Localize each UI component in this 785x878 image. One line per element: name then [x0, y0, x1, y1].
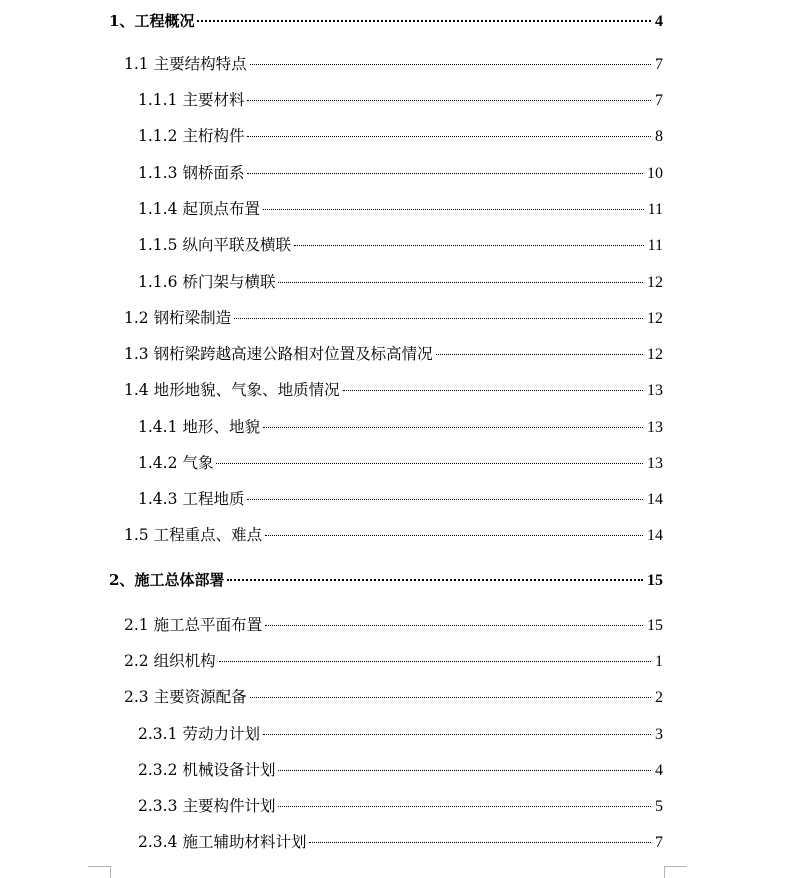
- toc-entry-title: 起顶点布置: [182, 200, 260, 218]
- toc-dot-leader: [263, 734, 651, 735]
- toc-entry[interactable]: [138, 125, 663, 148]
- toc-entry-title: 工程概况: [134, 12, 195, 30]
- toc-page-number: 1: [655, 653, 663, 670]
- toc-entry-number: 1、: [109, 12, 135, 30]
- toc-dot-leader: [234, 318, 643, 319]
- toc-dot-leader: [265, 625, 643, 626]
- toc-entry[interactable]: [138, 759, 663, 782]
- toc-entry-title: 工程重点、难点: [153, 526, 263, 544]
- toc-entry-title: 组织机构: [153, 652, 216, 670]
- toc-entry[interactable]: [138, 89, 663, 112]
- toc-entry-title: 钢桥面系: [182, 164, 245, 182]
- toc-entry-title: 主要材料: [182, 91, 245, 109]
- toc-dot-leader: [247, 136, 651, 137]
- toc-page-number: 12: [647, 274, 663, 291]
- toc-page-number: 12: [647, 346, 663, 363]
- toc-dot-leader: [278, 806, 651, 807]
- toc-entry[interactable]: [138, 162, 663, 185]
- toc-page-number: 5: [655, 798, 663, 815]
- toc-entry-number: 1.1.5: [138, 236, 178, 254]
- toc-entry-title: 主桁构件: [182, 127, 245, 145]
- toc-page-number: 13: [647, 419, 663, 436]
- toc-entry-number: 2.3.1: [138, 725, 178, 743]
- toc-entry-number: 2.3.2: [138, 761, 178, 779]
- toc-entry[interactable]: [109, 569, 663, 592]
- toc-entry[interactable]: [138, 795, 663, 818]
- toc-dot-leader: [278, 770, 651, 771]
- toc-dot-leader: [250, 697, 651, 698]
- toc-entry[interactable]: [138, 416, 663, 439]
- toc-page-number: 13: [647, 455, 663, 472]
- toc-entry-title: 气象: [182, 454, 214, 472]
- toc-entry-number: 1.1.3: [138, 164, 178, 182]
- toc-entry-title: 施工总体部署: [134, 571, 225, 589]
- toc-entry[interactable]: [138, 271, 663, 294]
- toc-entry-number: 1.2: [124, 309, 149, 327]
- toc-entry-number: 2.1: [124, 616, 149, 634]
- toc-dot-leader: [343, 390, 643, 391]
- toc-page-number: 15: [647, 617, 663, 634]
- toc-entry[interactable]: [138, 488, 663, 511]
- toc-page-number: 10: [647, 165, 663, 182]
- toc-entry-title: 主要构件计划: [182, 797, 276, 815]
- toc-entry-title: 地形地貌、气象、地质情况: [153, 381, 340, 399]
- toc-entry[interactable]: [138, 234, 663, 257]
- toc-page-number: 11: [647, 237, 663, 254]
- toc-entry-title: 主要资源配备: [153, 688, 247, 706]
- toc-entry[interactable]: [124, 307, 663, 330]
- toc-dot-leader: [263, 427, 643, 428]
- toc-page-number: 13: [647, 382, 663, 399]
- toc-entry-number: 2.2: [124, 652, 149, 670]
- toc-dot-leader: [250, 64, 651, 65]
- toc-page-number: 14: [647, 491, 663, 508]
- toc-page-number: 12: [647, 310, 663, 327]
- toc-dot-leader: [247, 499, 643, 500]
- toc-entry-number: 1.1: [124, 55, 149, 73]
- toc-entry[interactable]: [124, 614, 663, 637]
- page-corner-mark-left: [88, 866, 111, 878]
- toc-entry-number: 2.3.4: [138, 833, 178, 851]
- toc-entry[interactable]: [138, 452, 663, 475]
- toc-entry-number: 1.1.4: [138, 200, 178, 218]
- toc-entry-title: 施工辅助材料计划: [182, 833, 307, 851]
- toc-dot-leader: [197, 20, 651, 22]
- toc-entry-title: 地形、地貌: [182, 418, 260, 436]
- toc-entry-number: 1.5: [124, 526, 149, 544]
- toc-entry-number: 1.4.1: [138, 418, 178, 436]
- toc-entry-title: 桥门架与横联: [182, 273, 276, 291]
- toc-entry[interactable]: [138, 198, 663, 221]
- toc-entry[interactable]: [124, 686, 663, 709]
- toc-entry-number: 2.3.3: [138, 797, 178, 815]
- toc-page-number: 2: [655, 689, 663, 706]
- toc-page-number: 7: [655, 56, 663, 73]
- toc-entry-number: 1.4.3: [138, 490, 178, 508]
- toc-page-number: 11: [647, 201, 663, 218]
- toc-page-number: 7: [655, 92, 663, 109]
- toc-entry[interactable]: [124, 53, 663, 76]
- page-corner-mark-right: [664, 866, 687, 878]
- toc-entry[interactable]: [124, 650, 663, 673]
- toc-entry[interactable]: [109, 10, 663, 33]
- toc-entry[interactable]: [124, 379, 663, 402]
- toc-entry[interactable]: [124, 343, 663, 366]
- toc-entry-title: 钢桁梁制造: [153, 309, 232, 327]
- toc-dot-leader: [265, 535, 643, 536]
- toc-entry-title: 劳动力计划: [182, 725, 260, 743]
- toc-entry-title: 机械设备计划: [182, 761, 276, 779]
- toc-dot-leader: [227, 579, 643, 581]
- toc-entry-title: 主要结构特点: [153, 55, 247, 73]
- toc-dot-leader: [247, 173, 643, 174]
- toc-page-number: 14: [647, 527, 663, 544]
- toc-entry[interactable]: [138, 831, 663, 854]
- toc-entry-title: 纵向平联及横联: [182, 236, 291, 254]
- toc-entry-number: 1.1.6: [138, 273, 178, 291]
- toc-dot-leader: [216, 463, 643, 464]
- toc-dot-leader: [309, 842, 651, 843]
- toc-entry[interactable]: [124, 524, 663, 547]
- toc-entry[interactable]: [138, 723, 663, 746]
- toc-page-number: 15: [647, 572, 663, 589]
- toc-entry-number: 1.3: [124, 345, 149, 363]
- toc-dot-leader: [278, 282, 643, 283]
- toc-entry-title: 施工总平面布置: [153, 616, 263, 634]
- toc-entry-number: 1.1.2: [138, 127, 178, 145]
- toc-page-number: 7: [655, 834, 663, 851]
- toc-entry-number: 2、: [109, 571, 135, 589]
- toc-entry-number: 1.4: [124, 381, 149, 399]
- toc-dot-leader: [294, 245, 644, 246]
- toc-dot-leader: [219, 661, 651, 662]
- toc-page-number: 8: [655, 128, 663, 145]
- toc-page-number: 4: [655, 762, 663, 779]
- toc-page-number: 3: [655, 726, 663, 743]
- toc-page-number: 4: [655, 13, 663, 30]
- toc-entry-number: 2.3: [124, 688, 149, 706]
- toc-dot-leader: [436, 354, 643, 355]
- toc-entry-title: 工程地质: [182, 490, 245, 508]
- toc-entry-number: 1.1.1: [138, 91, 178, 109]
- toc-entry-title: 钢桁梁跨越高速公路相对位置及标高情况: [153, 345, 433, 363]
- toc-dot-leader: [263, 209, 644, 210]
- toc-entry-number: 1.4.2: [138, 454, 178, 472]
- toc-dot-leader: [247, 100, 651, 101]
